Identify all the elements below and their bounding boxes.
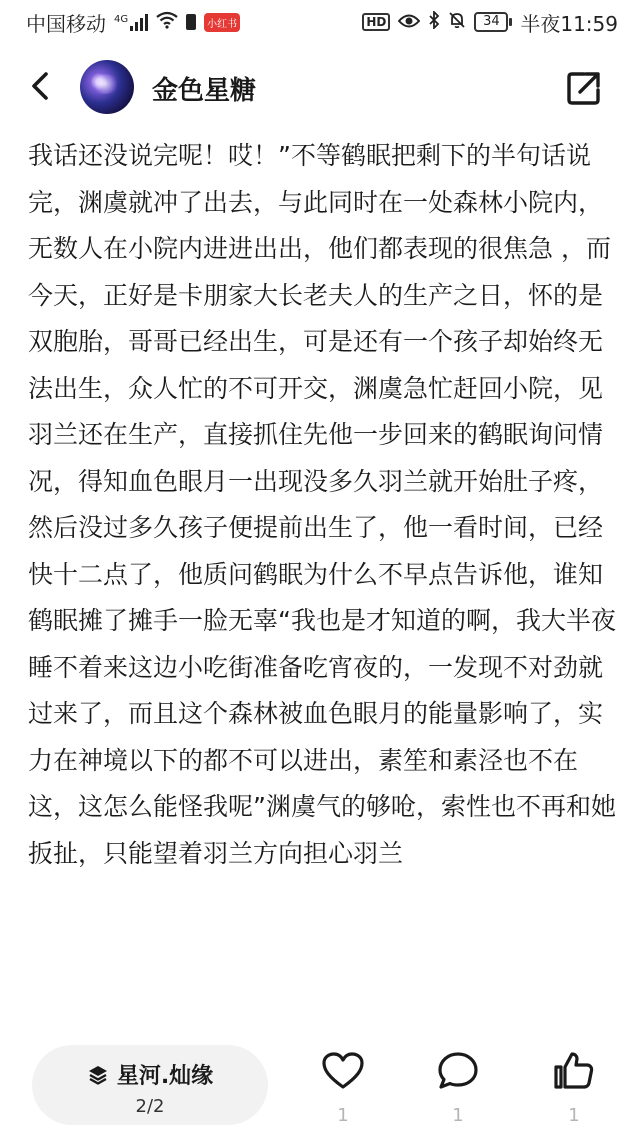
comment-bubble-icon [436, 1051, 480, 1091]
carrier-label: 中国移动 [26, 11, 106, 36]
chevron-left-icon [22, 66, 58, 106]
clock: 半夜11:59 [520, 11, 618, 36]
eye-icon [398, 10, 420, 34]
bluetooth-icon [428, 10, 440, 34]
comment-count: 1 [452, 1105, 464, 1126]
collection-page-indicator: 2/2 [135, 1096, 165, 1117]
app-notification-badge: 小红书 [204, 13, 240, 32]
signal-icon [130, 13, 148, 31]
note-header [0, 54, 640, 124]
heart-icon [321, 1051, 365, 1091]
like-count: 1 [337, 1105, 349, 1126]
like-button[interactable] [318, 1051, 368, 1126]
collection-title: 星河.灿缘 [116, 1064, 214, 1089]
bottom-action-bar [0, 1035, 640, 1138]
hd-icon: HD [362, 13, 390, 31]
alert-icon [186, 14, 196, 30]
wifi-icon [156, 10, 178, 34]
back-button[interactable] [22, 66, 58, 106]
mute-bell-icon [448, 10, 466, 34]
thumbs-up-button[interactable] [549, 1051, 599, 1126]
collection-button[interactable] [32, 1045, 268, 1125]
thumbs-up-count: 1 [568, 1105, 580, 1126]
battery-icon [474, 12, 512, 32]
status-bar [0, 0, 640, 44]
note-content [28, 133, 616, 1033]
comment-button[interactable] [433, 1051, 483, 1126]
thumbs-up-icon [552, 1051, 596, 1091]
layers-icon [87, 1064, 109, 1086]
share-icon [564, 68, 604, 108]
note-body-text: 我话还没说完呢！哎！”不等鹤眠把剩下的半句话说完，渊虞就冲了出去，与此同时在一处森林小院内，无数人在小院内进进出出，他们都表现的很焦急 ，而今天，正好是卡朋家大长老夫人的生产之日，怀的是双胞胎，哥哥已经出生，可是还有一个孩子却始终无法出生，众人忙的不可开交，渊虞急忙赶回小院，见羽兰还在生产，直接抓住先他一步回来的鹤眠询问情况，得知血色眼月一出现没多久羽兰就开始肚子疼，然后没过多久孩子便提前出生了，他一看时间，已经快十二点了，他质问鹤眠为什么不早点告诉他，谁知鹤眠摊了摊手一脸无辜“我也是才知道的啊，我大半夜睡不着来这边小吃街准备吃宵夜的，一发现不对劲就过来了，而且这个森林被血色眼月的能量影响了，实力在神境以下的都不可以进出，素笙和素泾也不在这，这怎么能怪我呢”渊虞气的够呛，索性也不再和她扳扯，只能望着羽兰方向担心羽兰 [28, 141, 616, 868]
network-type: 4G [114, 13, 129, 25]
author-avatar[interactable] [80, 60, 134, 114]
battery-level: 34 [474, 12, 508, 32]
author-name[interactable]: 金色星糖 [152, 76, 257, 106]
share-button[interactable] [564, 68, 604, 108]
